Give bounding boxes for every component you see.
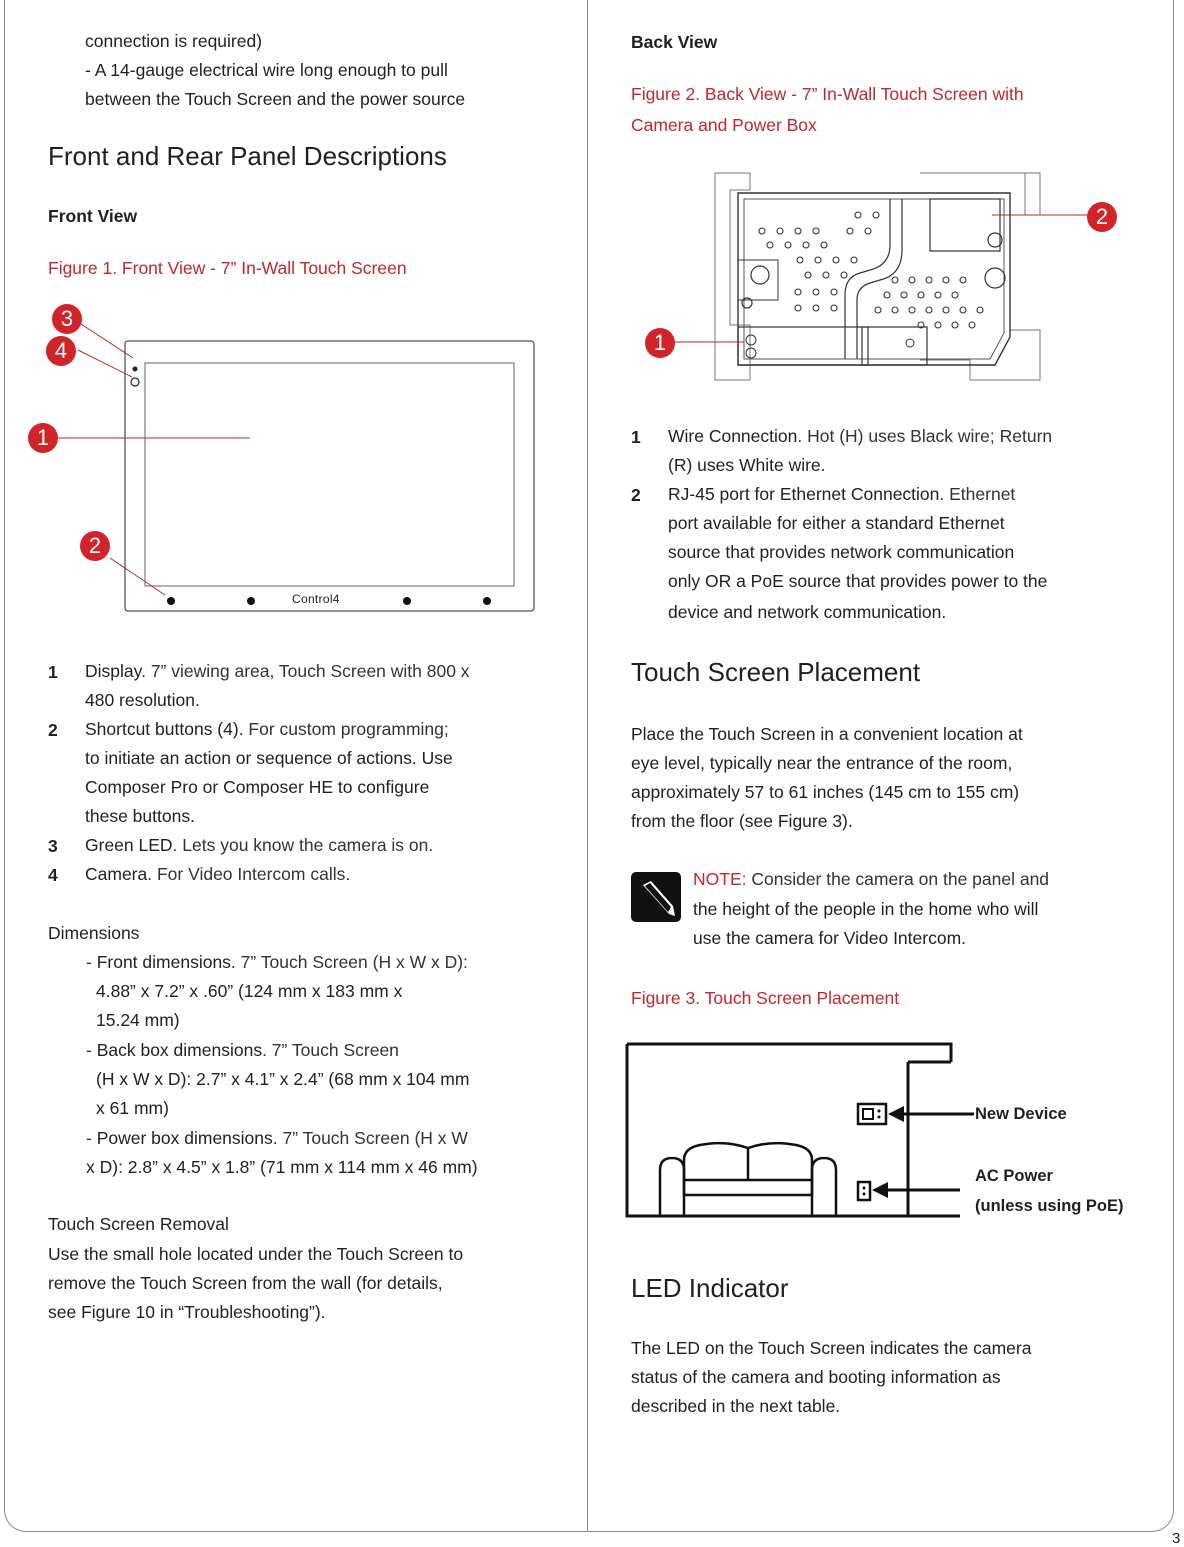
callout-1: 1: [645, 328, 675, 358]
removal-line: remove the Touch Screen from the wall (for details,: [48, 1273, 443, 1293]
green-led: [133, 367, 138, 372]
figure2-back-view: [640, 165, 1120, 390]
item-number: 1: [631, 427, 641, 447]
list-item: Camera. For Video Intercom calls.: [85, 864, 351, 884]
list-item-line: only OR a PoE source that provides power to the: [668, 571, 1048, 591]
camera-lens: [131, 378, 139, 386]
section-title: Front and Rear Panel Descriptions: [48, 141, 447, 171]
list-item: Wire Connection. Hot (H) uses Black wire; Return: [668, 426, 1053, 446]
front-view-heading: Front View: [48, 206, 138, 226]
list-item-line: 480 resolution.: [85, 690, 200, 710]
placement-line: from the floor (see Figure 3).: [631, 811, 853, 831]
note-line: use the camera for Video Intercom.: [693, 928, 967, 948]
shortcut-button: [483, 597, 491, 605]
page-number: 3: [1172, 1530, 1181, 1547]
new-device-label: New Device: [975, 1105, 1067, 1123]
shortcut-button: [403, 597, 411, 605]
shortcut-button: [167, 597, 175, 605]
item-number: 3: [48, 836, 58, 856]
list-item-line: Composer Pro or Composer HE to configure: [85, 777, 430, 797]
placement-line: approximately 57 to 61 inches (145 cm to 155 cm): [631, 782, 1020, 802]
callout-4: 4: [46, 336, 76, 366]
list-item-line: to initiate an action or sequence of actions. Use: [85, 748, 453, 768]
note-pencil-icon: [631, 872, 681, 922]
callout-2: 2: [80, 531, 110, 561]
rj45-port: [930, 199, 1000, 251]
dimension-item: - Back box dimensions. 7” Touch Screen: [86, 1040, 399, 1060]
shortcut-button: [247, 597, 255, 605]
note-line: the height of the people in the home who will: [693, 899, 1039, 919]
dimension-item: - Front dimensions. 7” Touch Screen (H x W x D):: [86, 952, 468, 972]
note-text: NOTE: Consider the camera on the panel and: [693, 869, 1050, 889]
intro-line: between the Touch Screen and the power source: [85, 89, 466, 109]
list-item: Display. 7” viewing area, Touch Screen with 800 x: [85, 661, 470, 681]
callout-2: 2: [1087, 202, 1117, 232]
back-box-outline: [738, 193, 1010, 365]
placement-line: Place the Touch Screen in a convenient location at: [631, 724, 1023, 744]
ac-power-note: (unless using PoE): [975, 1197, 1124, 1215]
dimension-line: x 61 mm): [96, 1098, 169, 1118]
placement-title: Touch Screen Placement: [631, 657, 921, 687]
figure1-front-view: [40, 300, 540, 620]
item-number: 1: [48, 662, 58, 682]
dimension-line: (H x W x D): 2.7” x 4.1” x 2.4” (68 mm x 104 mm: [96, 1069, 470, 1089]
touch-screen-bezel: [125, 341, 534, 611]
list-item-line: (R) uses White wire.: [668, 455, 826, 475]
list-item-line: port available for either a standard Ethernet: [668, 513, 1005, 533]
column-divider: [587, 0, 588, 1532]
back-view-heading: Back View: [631, 32, 718, 52]
led-line: status of the camera and booting information as: [631, 1367, 1001, 1387]
callout-1: 1: [28, 423, 58, 453]
brand-logo: Control4: [292, 592, 340, 606]
led-line: The LED on the Touch Screen indicates the camera: [631, 1338, 1032, 1358]
ac-power-outlet-icon: [858, 1182, 870, 1200]
figure3-caption: Figure 3. Touch Screen Placement: [631, 988, 900, 1008]
figure3-placement: [620, 1040, 960, 1220]
dimension-line: 15.24 mm): [96, 1010, 180, 1030]
item-number: 4: [48, 865, 58, 885]
list-item: Shortcut buttons (4). For custom programming;: [85, 719, 449, 739]
figure1-caption: Figure 1. Front View - 7” In-Wall Touch Screen: [48, 258, 407, 278]
figure2-caption: Camera and Power Box: [631, 115, 817, 135]
figure2-caption: Figure 2. Back View - 7” In-Wall Touch Screen with: [631, 84, 1024, 104]
list-item-line: source that provides network communication: [668, 542, 1015, 562]
led-title: LED Indicator: [631, 1273, 789, 1303]
removal-line: see Figure 10 in “Troubleshooting”).: [48, 1302, 326, 1322]
couch-illustration: [660, 1143, 836, 1215]
intro-line: - A 14-gauge electrical wire long enough to pull: [85, 60, 448, 80]
removal-line: Use the small hole located under the Touch Screen to: [48, 1244, 464, 1264]
led-line: described in the next table.: [631, 1396, 841, 1416]
callout-3: 3: [52, 304, 82, 334]
removal-heading: Touch Screen Removal: [48, 1214, 229, 1234]
item-number: 2: [631, 485, 641, 505]
item-number: 2: [48, 720, 58, 740]
list-item-line: device and network communication.: [668, 602, 947, 622]
list-item-line: these buttons.: [85, 806, 195, 826]
list-item: Green LED. Lets you know the camera is on.: [85, 835, 434, 855]
dimension-line: x D): 2.8” x 4.5” x 1.8” (71 mm x 114 mm x 46 mm): [86, 1157, 478, 1177]
dimension-item: - Power box dimensions. 7” Touch Screen (H x W: [86, 1128, 468, 1148]
placement-line: eye level, typically near the entrance of the room,: [631, 753, 1013, 773]
dimension-line: 4.88” x 7.2” x .60” (124 mm x 183 mm x: [96, 981, 403, 1001]
intro-line: connection is required): [85, 31, 263, 51]
dimensions-heading: Dimensions: [48, 923, 140, 943]
list-item: RJ-45 port for Ethernet Connection. Ethernet: [668, 484, 1016, 504]
ac-power-label: AC Power: [975, 1167, 1053, 1185]
display-area: [145, 363, 514, 586]
